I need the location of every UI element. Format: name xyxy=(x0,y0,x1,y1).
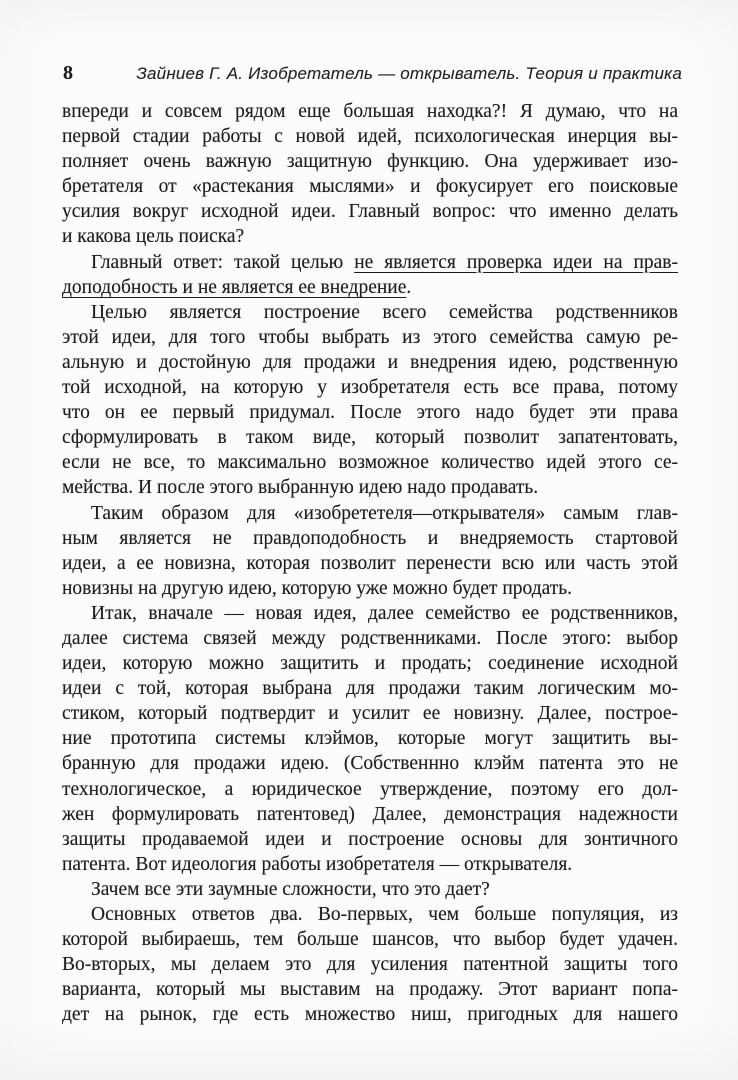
text-segment: Во-вторых, мы делаем это для усиления патентной защиты того xyxy=(62,954,678,976)
text-segment: и какова цель поиска? xyxy=(62,226,245,248)
text-segment: ным является не правдоподобность и внедряемость стартовой xyxy=(62,527,678,549)
paragraph xyxy=(62,501,678,601)
text-line xyxy=(62,224,678,249)
text-line xyxy=(62,676,678,701)
text-line xyxy=(62,124,678,149)
text-segment: идеи с той, которая выбрана для продажи таким логическим мо- xyxy=(62,678,678,700)
text-line xyxy=(62,99,678,124)
text-line xyxy=(62,199,678,224)
text-segment: альную и достойную для продажи и внедрения идею, родственную xyxy=(62,351,678,373)
text-line xyxy=(62,400,678,425)
underlined-text: не является проверка идеи на прав- xyxy=(354,251,678,273)
text-segment: Целью является построение всего семейства родственников xyxy=(91,301,678,323)
text-segment: мейства. И после этого выбранную идею надо продавать. xyxy=(62,477,539,499)
text-line xyxy=(62,626,678,651)
text-line xyxy=(62,726,678,751)
text-segment: впереди и совсем рядом еще большая находка?! Я думаю, что на xyxy=(62,101,678,122)
text-segment: жен формулировать патентовед) Далее, демонстрация надежности xyxy=(62,803,678,825)
text-line xyxy=(62,325,678,350)
text-line xyxy=(62,651,678,676)
text-line xyxy=(62,751,678,776)
text-segment: которой выбираешь, тем больше шансов, что выбор будет удачен. xyxy=(62,929,678,951)
text-line xyxy=(62,852,678,877)
underlined-text: доподобность и не является ее внедрение xyxy=(62,276,407,298)
text-segment: Зачем все эти заумные сложности, что это дает? xyxy=(91,878,490,900)
text-line xyxy=(62,450,678,475)
text-line xyxy=(62,952,678,977)
text-segment: патента. Вот идеология работы изобретателя — открывателя. xyxy=(62,853,573,875)
paragraph xyxy=(62,300,678,501)
text-line xyxy=(62,601,678,626)
text-segment: Основных ответов два. Во-первых, чем больше популяция, из xyxy=(91,904,678,925)
text-line xyxy=(62,902,678,927)
text-line xyxy=(62,551,678,576)
paragraph xyxy=(62,250,678,300)
text-segment: сформулировать в таком виде, который позволит запатентовать, xyxy=(62,427,678,449)
text-segment: идеи, которую можно защитить и продать; соединение исходной xyxy=(62,653,678,675)
text-segment: этой идеи, для того чтобы выбрать из этого семейства самую ре- xyxy=(62,326,678,348)
text-line xyxy=(62,877,678,902)
text-line xyxy=(62,927,678,952)
page-header xyxy=(63,62,682,85)
body-text xyxy=(62,99,678,1027)
text-segment: что он ее первый придумал. После этого надо будет эти права xyxy=(62,402,678,424)
text-segment: защиты продаваемой идеи и построение основы для зонтичного xyxy=(62,828,678,850)
text-segment: бранную для продажи идею. (Собственнно клэйм патента это не xyxy=(62,753,678,775)
text-segment: той исходной, на которую у изобретателя есть все права, потому xyxy=(62,377,678,399)
text-line xyxy=(62,375,678,400)
text-line xyxy=(62,827,678,852)
text-line xyxy=(62,802,678,827)
text-line xyxy=(62,350,678,375)
text-segment: стиком, который подтвердит и усилит ее новизну. Далее, построе- xyxy=(62,703,678,725)
text-segment: дет на рынок, где есть множество ниш, пригодных для нашего xyxy=(62,1004,678,1026)
text-line xyxy=(62,501,678,526)
text-segment: . xyxy=(406,276,412,298)
running-title: Зайниев Г. А. Изобретатель — открыватель. Теория и практика xyxy=(136,64,682,83)
paragraph xyxy=(62,99,678,250)
text-line xyxy=(62,425,678,450)
text-line xyxy=(62,977,678,1002)
text-line xyxy=(62,174,678,199)
paragraph xyxy=(62,902,678,1027)
paragraph xyxy=(62,877,678,902)
text-segment: ние прототипа системы клэймов, которые могут защитить вы- xyxy=(62,728,678,750)
text-line xyxy=(62,250,678,275)
text-segment: Итак, вначале — новая идея, далее семейство ее родственников, xyxy=(91,602,678,624)
text-segment: далее система связей между родственниками. После этого: выбор xyxy=(62,627,678,649)
text-line xyxy=(62,275,678,300)
text-line xyxy=(62,576,678,601)
page-number: 8 xyxy=(63,62,73,84)
paragraph xyxy=(62,601,678,877)
text-line xyxy=(62,475,678,500)
text-segment: бретателя от «растекания мыслями» и фокусирует его поисковые xyxy=(62,176,678,198)
text-segment: Таким образом для «изобрететеля—открывателя» самым глав- xyxy=(91,502,678,524)
text-segment: варианта, который мы выставим на продажу. Этот вариант попа- xyxy=(62,979,678,1001)
text-segment: технологическое, а юридическое утверждение, поэтому его дол- xyxy=(62,778,678,800)
text-line xyxy=(62,701,678,726)
text-segment: идеи, а ее новизна, которая позволит перенести всю или часть этой xyxy=(62,552,678,574)
text-line xyxy=(62,777,678,802)
text-line xyxy=(62,300,678,325)
text-segment: полняет очень важную защитную функцию. Она удерживает изо- xyxy=(62,151,678,173)
text-segment: если не все, то максимально возможное количество идей этого се- xyxy=(62,452,678,474)
text-segment: усилия вокруг исходной идеи. Главный вопрос: что именно делать xyxy=(62,201,678,223)
text-segment: первой стадии работы с новой идей, психологическая инерция вы- xyxy=(62,126,678,148)
text-segment: новизны на другую идею, которую уже можно будет продать. xyxy=(62,577,573,599)
text-line xyxy=(62,1002,678,1027)
text-line xyxy=(62,526,678,551)
text-segment: Главный ответ: такой целью xyxy=(91,251,355,273)
text-line xyxy=(62,149,678,174)
